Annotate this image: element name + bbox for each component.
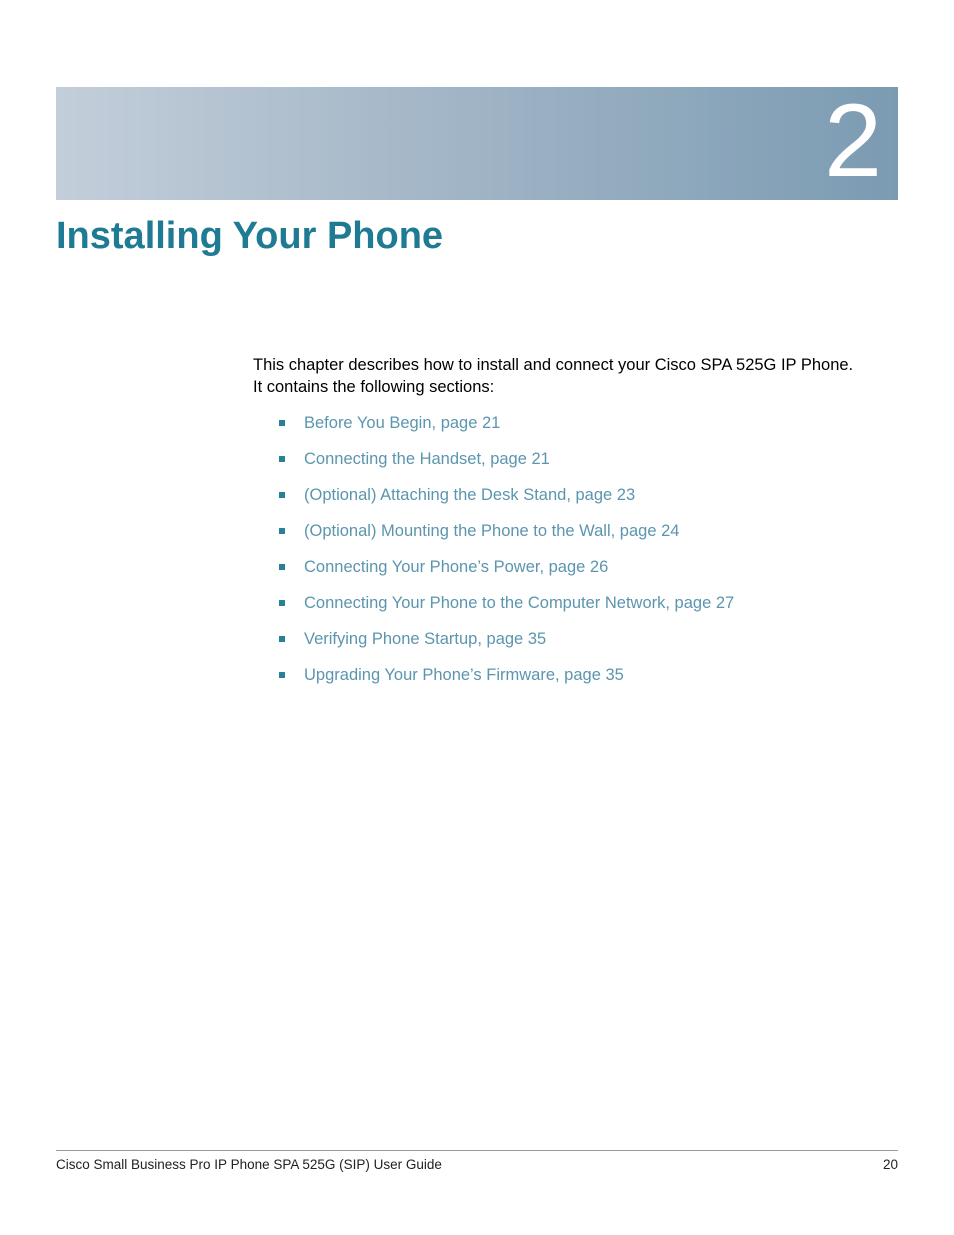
- toc-link-verifying-startup[interactable]: Verifying Phone Startup, page 35: [304, 630, 547, 648]
- chapter-banner: [56, 83, 898, 200]
- square-bullet-icon: [279, 492, 285, 498]
- footer-page-number: 20: [882, 1157, 898, 1172]
- list-item: [279, 556, 899, 592]
- square-bullet-icon: [279, 420, 285, 426]
- square-bullet-icon: [279, 456, 285, 462]
- square-bullet-icon: [279, 672, 285, 678]
- chapter-title: Installing Your Phone: [56, 215, 444, 257]
- toc-link-computer-network[interactable]: Connecting Your Phone to the Computer Network, page 27: [304, 594, 735, 612]
- toc-link-before-you-begin[interactable]: Before You Begin, page 21: [304, 414, 501, 432]
- section-list: [279, 412, 899, 700]
- toc-link-wall-mount[interactable]: (Optional) Mounting the Phone to the Wall, page 24: [304, 522, 680, 540]
- list-item: [279, 592, 899, 628]
- list-item: [279, 664, 899, 700]
- square-bullet-icon: [279, 600, 285, 606]
- toc-link-connecting-handset[interactable]: Connecting the Handset, page 21: [304, 450, 550, 468]
- square-bullet-icon: [279, 564, 285, 570]
- list-item: [279, 448, 899, 484]
- list-item: [279, 628, 899, 664]
- chapter-number: 2: [824, 83, 882, 199]
- toc-link-power[interactable]: Connecting Your Phone’s Power, page 26: [304, 558, 609, 576]
- intro-line-2: It contains the following sections:: [253, 378, 495, 396]
- toc-link-upgrading-firmware[interactable]: Upgrading Your Phone’s Firmware, page 35: [304, 666, 624, 684]
- list-item: [279, 520, 899, 556]
- list-item: [279, 484, 899, 520]
- footer-divider: [56, 1150, 898, 1151]
- intro-line-1: This chapter describes how to install and connect your Cisco SPA 525G IP Phone.: [253, 356, 854, 374]
- square-bullet-icon: [279, 528, 285, 534]
- list-item: [279, 412, 899, 448]
- toc-link-desk-stand[interactable]: (Optional) Attaching the Desk Stand, page 23: [304, 486, 636, 504]
- footer-guide-title: Cisco Small Business Pro IP Phone SPA 525G (SIP) User Guide: [56, 1157, 442, 1172]
- intro-paragraph: [253, 354, 913, 398]
- square-bullet-icon: [279, 636, 285, 642]
